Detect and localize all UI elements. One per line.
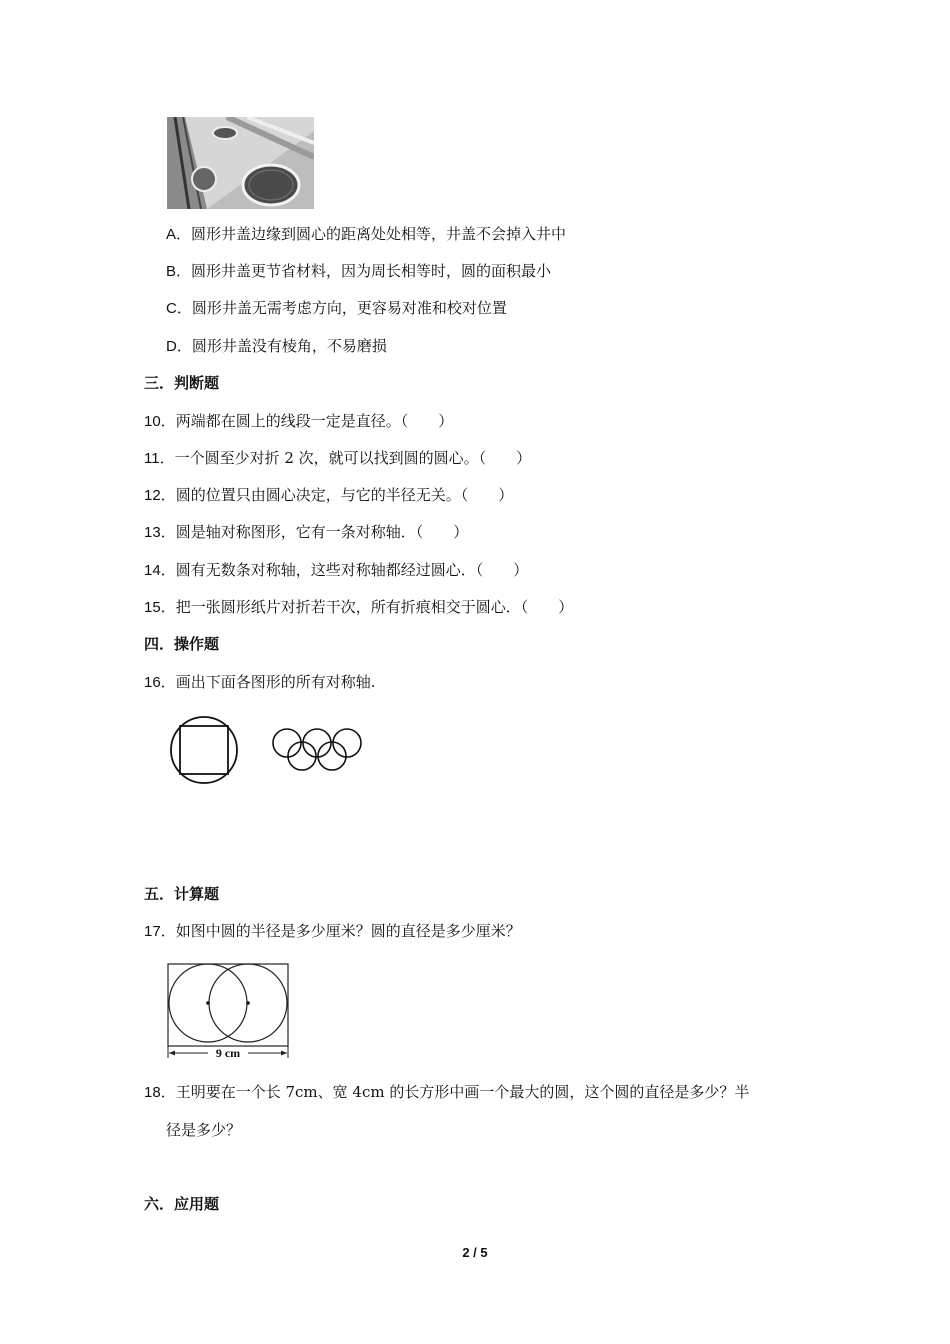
option-d: D．圆形井盖没有棱角，不易磨损 — [166, 337, 387, 355]
question-number: 12 — [144, 487, 161, 504]
option-text: 圆形井盖没有棱角，不易磨损 — [191, 337, 387, 355]
question-number: 13 — [144, 524, 161, 541]
question-18-continued: 径是多少？ — [166, 1121, 242, 1139]
question-14: 14．圆有无数条对称轴，这些对称轴都经过圆心．（ ） — [144, 561, 529, 579]
option-letter: D — [166, 338, 177, 355]
question-number: 18 — [144, 1084, 161, 1101]
section-title-application: 六．应用题 — [144, 1195, 220, 1213]
dimension-label: 9 cm — [215, 1046, 241, 1060]
question-number: 17 — [144, 923, 161, 940]
question-10: 10．两端都在圆上的线段一定是直径。（ ） — [144, 412, 454, 430]
option-text: 圆形井盖无需考虑方向，更容易对准和校对位置 — [191, 299, 507, 317]
question-16: 16．画出下面各图形的所有对称轴. — [144, 673, 376, 691]
question-text: 一个圆至少对折 2 次，就可以找到圆的圆心。（ ） — [174, 449, 532, 467]
option-c: C．圆形井盖无需考虑方向，更容易对准和校对位置 — [166, 299, 507, 317]
question-18: 18．王明要在一个长 7cm、宽 4cm 的长方形中画一个最大的圆，这个圆的直径是多少？半 — [144, 1083, 750, 1101]
section-title-calculation: 五．计算题 — [144, 885, 220, 903]
question-text: 画出下面各图形的所有对称轴. — [175, 673, 376, 691]
question-text-line1: 王明要在一个长 7cm、宽 4cm 的长方形中画一个最大的圆，这个圆的直径是多少？半 — [175, 1083, 750, 1101]
question-text: 两端都在圆上的线段一定是直径。（ ） — [175, 412, 454, 430]
manhole-cover-photo — [167, 117, 314, 209]
question-17: 17．如图中圆的半径是多少厘米？圆的直径是多少厘米？ — [144, 922, 521, 940]
option-letter: A — [166, 226, 177, 243]
section-title-judgement: 三．判断题 — [144, 374, 220, 392]
question-15: 15．把一张圆形纸片对折若干次，所有折痕相交于圆心．（ ） — [144, 598, 574, 616]
option-letter: B — [166, 263, 177, 280]
question-number: 15 — [144, 599, 161, 616]
question-text: 圆有无数条对称轴，这些对称轴都经过圆心．（ ） — [175, 561, 529, 579]
question-text: 圆是轴对称图形，它有一条对称轴．（ ） — [175, 523, 469, 541]
option-a: A．圆形井盖边缘到圆心的距离处处相等，井盖不会掉入井中 — [166, 225, 567, 243]
olympic-rings-figure — [270, 724, 366, 774]
page-number: 2 / 5 — [462, 1245, 488, 1260]
question-text: 如图中圆的半径是多少厘米？圆的直径是多少厘米？ — [175, 922, 521, 940]
question-number: 10 — [144, 413, 161, 430]
question-number: 14 — [144, 562, 161, 579]
option-letter: C — [166, 300, 177, 317]
question-text: 把一张圆形纸片对折若干次，所有折痕相交于圆心．（ ） — [175, 598, 574, 616]
two-circles-rectangle-figure — [164, 960, 292, 1060]
question-11: 11．一个圆至少对折 2 次，就可以找到圆的圆心。（ ） — [144, 449, 532, 467]
question-12: 12．圆的位置只由圆心决定，与它的半径无关。（ ） — [144, 486, 514, 504]
section-title-operation: 四．操作题 — [144, 635, 220, 653]
option-text: 圆形井盖边缘到圆心的距离处处相等，井盖不会掉入井中 — [191, 225, 567, 243]
question-text: 圆的位置只由圆心决定，与它的半径无关。（ ） — [175, 486, 514, 504]
question-number: 11 — [144, 450, 160, 467]
circle-square-figure — [166, 712, 242, 788]
question-number: 16 — [144, 674, 161, 691]
option-text: 圆形井盖更节省材料，因为周长相等时，圆的面积最小 — [191, 262, 552, 280]
option-b: B．圆形井盖更节省材料，因为周长相等时，圆的面积最小 — [166, 262, 552, 280]
question-13: 13．圆是轴对称图形，它有一条对称轴．（ ） — [144, 523, 469, 541]
